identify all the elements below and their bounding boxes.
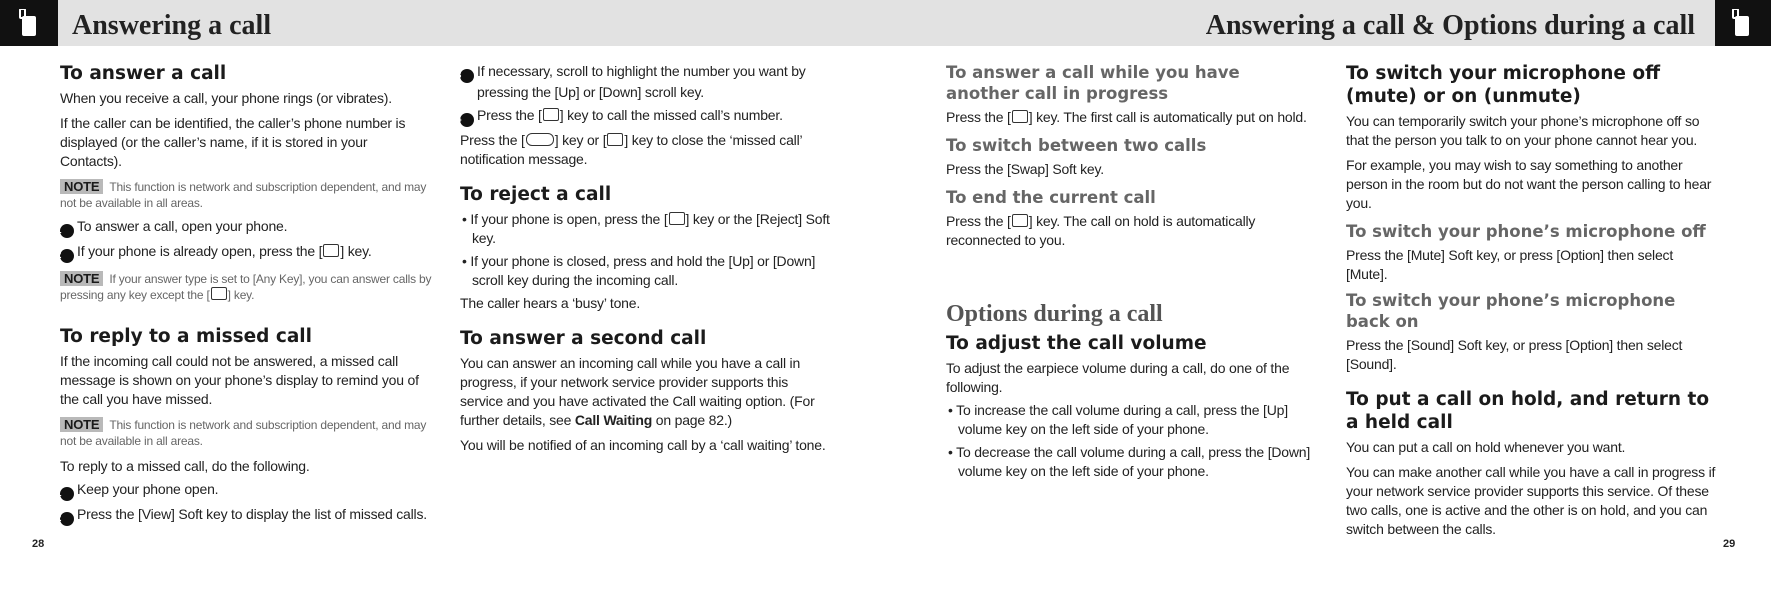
end-key-icon	[211, 287, 227, 300]
note-badge: NOTE	[60, 271, 103, 286]
missed-heading: To reply to a missed call	[60, 326, 312, 347]
step-number: 1	[60, 487, 74, 501]
left-section-tab	[0, 0, 58, 46]
column-3	[946, 62, 1316, 481]
send-key-icon	[323, 244, 339, 257]
right-section-tab	[1715, 0, 1771, 46]
second-call-paragraph: You will be notified of an incoming call by a ‘call waiting’ tone.	[460, 437, 826, 453]
another-call-paragraph: Press the [ ] key. The first call is automatically put on hold.	[946, 109, 1307, 125]
phone-handset-icon	[1731, 9, 1753, 37]
hold-paragraph: You can put a call on hold whenever you want.	[1346, 439, 1626, 455]
send-key-icon	[1012, 110, 1028, 123]
step: 2 Press the [View] Soft key to display the list of missed calls.	[55, 506, 427, 524]
second-call-paragraph: You can answer an incoming call while you have a call in progress, if your network service provider supports this service and you have activated the Call waiting option. (For further details, see Call Waiting on page 82.)	[460, 355, 815, 428]
step-number: 3	[460, 69, 474, 83]
page-number-left: 28	[32, 538, 45, 550]
clear-key-icon	[526, 133, 554, 146]
end-call-paragraph: Press the [ ] key. The call on hold is automatically reconnected to you.	[946, 213, 1256, 248]
step: 1 To answer a call, open your phone.	[55, 218, 288, 236]
bullet-item: • To decrease the call volume during a call, press the [Down] volume key on the left side of your phone.	[948, 444, 1311, 479]
mic-off-heading: To switch your phone’s microphone off	[1346, 222, 1706, 241]
page-number-right: 29	[1723, 538, 1736, 550]
end-key-icon	[607, 133, 623, 146]
missed-paragraph: If the incoming call could not be answered, a missed call message is shown on your phone’s display to remind you of the call you have missed.	[60, 353, 419, 407]
switch-calls-paragraph: Press the [Swap] Soft key.	[946, 161, 1104, 177]
volume-heading: To adjust the call volume	[946, 333, 1207, 354]
note: NOTE If your answer type is set to [Any Key], you can answer calls by pressing any key except the [ ] key.	[60, 271, 432, 302]
reject-heading: To reject a call	[460, 184, 612, 205]
note-badge: NOTE	[60, 179, 103, 194]
step-number: 4	[460, 113, 474, 127]
mute-paragraph: For example, you may wish to say something to another person in the room but do not want the person calling to hear you.	[1346, 157, 1712, 211]
step-number: 1	[60, 224, 74, 238]
step: 1 Keep your phone open.	[55, 481, 219, 499]
bullet-item: • If your phone is closed, press and hold the [Up] or [Down] scroll key during the incoming call.	[462, 253, 816, 288]
second-call-heading: To answer a second call	[460, 328, 707, 349]
mute-paragraph: You can temporarily switch your phone’s microphone off so that the person you talk to on your phone cannot hear you.	[1346, 113, 1700, 148]
mic-off-paragraph: Press the [Mute] Soft key, or press [Option] then select [Mute].	[1346, 247, 1674, 282]
send-key-icon	[543, 108, 559, 121]
missed-paragraph: To reply to a missed call, do the following.	[60, 458, 310, 474]
reject-paragraph: The caller hears a ‘busy’ tone.	[460, 295, 641, 311]
note: NOTE This function is network and subscription dependent, and may not be available in all areas.	[60, 417, 427, 448]
bullet-item: • If your phone is open, press the [ ] key or the [Reject] Soft key.	[462, 211, 830, 246]
column-4	[1346, 62, 1716, 539]
left-page-title: Answering a call	[72, 10, 272, 41]
end-call-heading: To end the current call	[946, 188, 1156, 207]
step-number: 2	[60, 249, 74, 263]
options-heading: Options during a call	[946, 301, 1163, 327]
bullet-item: • To increase the call volume during a call, press the [Up] volume key on the left side of your phone.	[948, 402, 1288, 437]
step: 3 If necessary, scroll to highlight the number you want by pressing the [Up] or [Down] scroll key.	[455, 63, 806, 100]
step-number: 2	[60, 512, 74, 526]
mic-on-paragraph: Press the [Sound] Soft key, or press [Option] then select [Sound].	[1346, 337, 1683, 372]
switch-calls-heading: To switch between two calls	[946, 136, 1207, 155]
end-key-icon	[1012, 214, 1028, 227]
note-badge: NOTE	[60, 417, 103, 432]
answer-paragraph: If the caller can be identified, the caller’s phone number is displayed (or the caller’s name, if it is stored in your Contacts).	[60, 115, 406, 169]
note: NOTE This function is network and subscription dependent, and may not be available in all areas.	[60, 179, 427, 210]
end-key-icon	[669, 212, 685, 225]
step: 4 Press the [ ] key to call the missed call’s number.	[455, 107, 783, 125]
hold-paragraph: You can make another call while you have a call in progress if your network service provider supports this service. Of these two calls, one is active and the other is on hold, and you can switch between the calls.	[1346, 464, 1716, 537]
another-call-heading: To answer a call while you have another call in progress	[946, 63, 1240, 103]
missed-paragraph: Press the [ ] key or [ ] key to close the ‘missed call’ notification message.	[460, 132, 802, 167]
step: 2 If your phone is already open, press the [ ] key.	[55, 243, 372, 261]
column-1	[55, 62, 432, 526]
column-2	[455, 62, 832, 455]
answer-heading: To answer a call	[60, 63, 227, 84]
mic-on-heading: To switch your phone’s microphone back on	[1346, 291, 1676, 331]
hold-heading: To put a call on hold, and return to a held call	[1346, 389, 1710, 433]
phone-handset-icon	[18, 9, 40, 37]
mute-heading: To switch your microphone off (mute) or on (unmute)	[1346, 63, 1661, 107]
right-page-title: Answering a call & Options during a call	[1205, 10, 1695, 41]
answer-paragraph: When you receive a call, your phone rings (or vibrates).	[60, 90, 392, 106]
volume-paragraph: To adjust the earpiece volume during a call, do one of the following.	[946, 360, 1290, 395]
